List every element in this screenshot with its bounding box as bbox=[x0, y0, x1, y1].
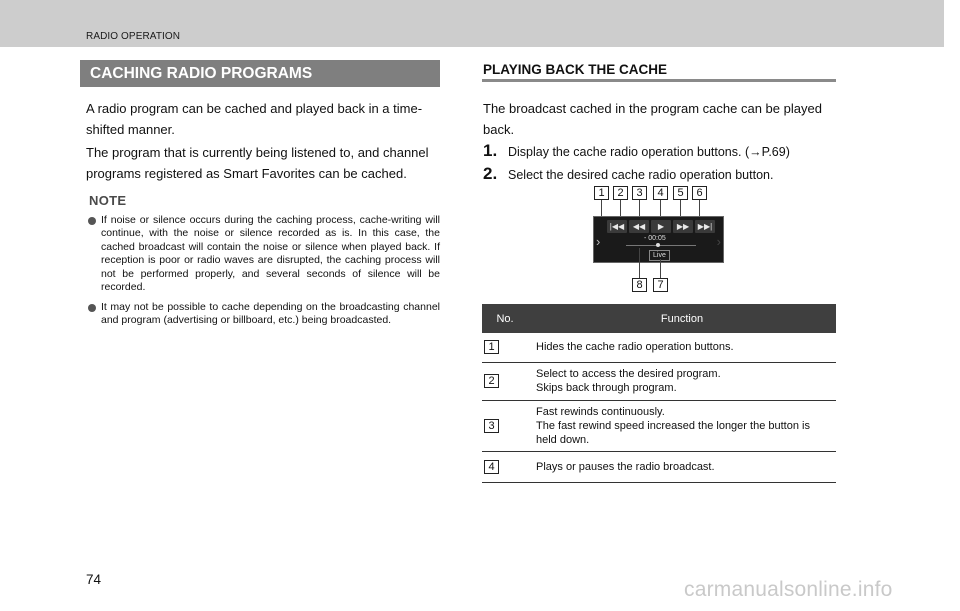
table-row bbox=[482, 333, 836, 362]
playback-intro-line-2: back. bbox=[483, 122, 515, 137]
hide-buttons-chevron-icon: › bbox=[596, 234, 601, 249]
smart-favorites-paragraph bbox=[86, 142, 440, 184]
callout-8: 8 bbox=[632, 278, 647, 292]
callout-leader bbox=[660, 259, 661, 278]
column-header-no: No. bbox=[482, 304, 528, 333]
function-text: The fast rewind speed increased the longer the button is bbox=[536, 419, 810, 432]
fast-forward-button: ▶▶ bbox=[673, 220, 693, 233]
callout-5: 5 bbox=[673, 186, 688, 200]
intro-line-1: A radio program can be cached and played back in a time- bbox=[86, 101, 423, 116]
note-label: NOTE bbox=[89, 193, 127, 208]
callout-leader bbox=[639, 248, 640, 278]
play-pause-button: ▶ bbox=[651, 220, 671, 233]
function-text: Select to access the desired program. bbox=[536, 368, 721, 380]
callout-4: 4 bbox=[653, 186, 668, 200]
section-title-caching: CACHING RADIO PROGRAMS bbox=[80, 60, 440, 87]
intro-line-2: shifted manner. bbox=[86, 122, 175, 137]
rewind-button: ◀◀ bbox=[629, 220, 649, 233]
table-row bbox=[482, 451, 836, 482]
function-text: held down. bbox=[536, 433, 590, 446]
step-2 bbox=[483, 164, 773, 184]
heading-rule bbox=[482, 79, 836, 82]
step-text: Display the cache radio operation buttons. (→P.69) bbox=[508, 145, 790, 159]
progress-marker bbox=[656, 243, 660, 247]
smart-favorites-line-1: The program that is currently being listened to, and channel bbox=[86, 145, 429, 160]
function-table bbox=[482, 304, 836, 483]
watermark: carmanualsonline.info bbox=[684, 578, 893, 601]
bullet-icon bbox=[88, 304, 96, 312]
function-text: Plays or pauses the radio broadcast. bbox=[536, 460, 715, 473]
callout-leader bbox=[601, 200, 602, 217]
progress-track bbox=[626, 245, 696, 246]
running-header: RADIO OPERATION bbox=[86, 31, 181, 42]
function-text: Skips back through program. bbox=[536, 382, 677, 394]
smart-favorites-line-2: programs registered as Smart Favorites can be cached. bbox=[86, 166, 407, 181]
live-button: Live bbox=[649, 250, 670, 261]
bullet-icon bbox=[88, 217, 96, 225]
row-number: 3 bbox=[484, 419, 499, 433]
skip-back-button: |◀◀ bbox=[607, 220, 627, 233]
callout-3: 3 bbox=[632, 186, 647, 200]
playback-intro-line-1: The broadcast cached in the program cache can be played bbox=[483, 101, 822, 116]
step-number: 2. bbox=[483, 164, 498, 183]
time-shift-readout: - 00:05 bbox=[644, 235, 666, 242]
step-1 bbox=[483, 141, 790, 161]
callout-2: 2 bbox=[613, 186, 628, 200]
right-chevron-icon: › bbox=[716, 234, 721, 249]
note-bullet-text: It may not be possible to cache depending on the broadcasting channel and program (advertising or billboard, etc.) being broadcasted. bbox=[101, 301, 440, 327]
note-bullet-noise bbox=[86, 214, 440, 294]
callout-7: 7 bbox=[653, 278, 668, 292]
row-number: 2 bbox=[484, 374, 499, 388]
section-title-playback: PLAYING BACK THE CACHE bbox=[483, 62, 668, 77]
note-bullet-text: If noise or silence occurs during the caching process, cache-writing will continue, with the noise or silence recorded as is. In this case, the cached broadcast will contain the noise or silence when played back. If reception is poor or radio waves are disrupted, the caching process will not be performed properly, and several seconds of silence will be recorded. bbox=[101, 214, 440, 294]
intro-paragraph bbox=[86, 98, 440, 140]
row-number: 1 bbox=[484, 340, 499, 354]
skip-forward-button: ▶▶| bbox=[695, 220, 715, 233]
page-number: 74 bbox=[86, 572, 102, 587]
table-row bbox=[482, 362, 836, 400]
cache-radio-screen bbox=[593, 216, 724, 263]
step-text: Select the desired cache radio operation button. bbox=[508, 168, 774, 182]
table-row bbox=[482, 400, 836, 451]
note-bullet-channel bbox=[86, 301, 440, 328]
callout-1: 1 bbox=[594, 186, 609, 200]
row-number: 4 bbox=[484, 460, 499, 474]
function-text: Hides the cache radio operation buttons. bbox=[536, 341, 734, 354]
playback-intro bbox=[483, 98, 836, 140]
column-header-function: Function bbox=[528, 304, 836, 333]
table-header-row bbox=[482, 304, 836, 333]
function-text: Fast rewinds continuously. bbox=[536, 405, 665, 418]
step-number: 1. bbox=[483, 141, 498, 160]
callout-6: 6 bbox=[692, 186, 707, 200]
